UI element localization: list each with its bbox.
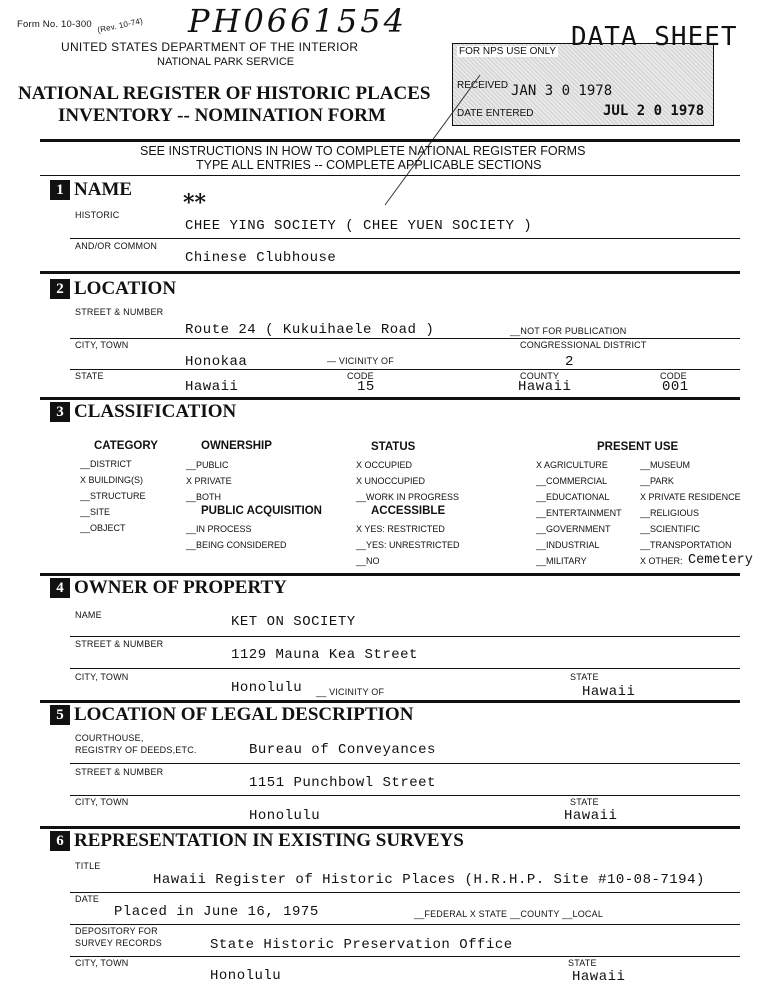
section-1-title: NAME — [74, 179, 133, 200]
owner-name-label: NAME — [75, 610, 102, 620]
status-work-in-progress: __WORK IN PROGRESS — [356, 492, 460, 502]
section-1-number: 1 — [50, 180, 70, 200]
county-code-label: CODE — [660, 371, 687, 381]
instructions-rule — [40, 175, 740, 176]
owner-name-rule — [70, 636, 740, 637]
state-code-value: 15 — [357, 379, 375, 395]
section-4-title: OWNER OF PROPERTY — [74, 577, 287, 598]
legal-city-label: CITY, TOWN — [75, 797, 129, 807]
ownership-private: X PRIVATE — [186, 476, 232, 486]
acquisition-in-process: __IN PROCESS — [186, 524, 252, 534]
survey-title-rule — [70, 892, 740, 893]
courthouse-rule — [70, 763, 740, 764]
section-1-rule — [40, 271, 740, 274]
instructions-line1: SEE INSTRUCTIONS IN HOW TO COMPLETE NATIONAL REGISTER FORMS — [140, 144, 586, 158]
section-4-rule — [40, 700, 740, 703]
city-value: Honokaa — [185, 354, 248, 370]
historic-name-value: CHEE YING SOCIETY ( CHEE YUEN SOCIETY ) — [185, 218, 533, 234]
form-title-line2: INVENTORY -- NOMINATION FORM — [58, 105, 386, 126]
survey-state-label: STATE — [568, 958, 597, 968]
owner-vicinity-of: __ VICINITY OF — [316, 687, 385, 697]
ownership-public: __PUBLIC — [186, 460, 229, 470]
county-code-value: 001 — [662, 379, 689, 395]
accessible-yes-restricted: X YES: RESTRICTED — [356, 524, 445, 534]
vicinity-of: — VICINITY OF — [327, 356, 394, 366]
section-5-title: LOCATION OF LEGAL DESCRIPTION — [74, 704, 414, 725]
depository-value: State Historic Preservation Office — [210, 937, 513, 953]
survey-city-value: Honolulu — [210, 968, 282, 984]
use-park: __PARK — [640, 476, 674, 486]
accessible-no: __NO — [356, 556, 380, 566]
nps-use-label: FOR NPS USE ONLY — [459, 46, 557, 57]
service-name: NATIONAL PARK SERVICE — [157, 56, 295, 68]
section-3-number: 3 — [50, 402, 70, 422]
registry-label: REGISTRY OF DEEDS,ETC. — [75, 745, 197, 755]
section-6-title: REPRESENTATION IN EXISTING SURVEYS — [74, 830, 464, 851]
street-label: STREET & NUMBER — [75, 307, 164, 317]
city-label: CITY, TOWN — [75, 340, 129, 350]
survey-date-rule — [70, 924, 740, 925]
category-district: __DISTRICT — [80, 459, 132, 469]
legal-street-label: STREET & NUMBER — [75, 767, 164, 777]
instructions-line2: TYPE ALL ENTRIES -- COMPLETE APPLICABLE SECTIONS — [196, 158, 542, 172]
accessible-yes-unrestricted: __YES: UNRESTRICTED — [356, 540, 460, 550]
header-rule — [40, 139, 740, 142]
status-heading: STATUS — [371, 441, 416, 453]
form-title-line1: NATIONAL REGISTER OF HISTORIC PLACES — [18, 83, 431, 104]
category-structure: __STRUCTURE — [80, 491, 146, 501]
use-commercial: __COMMERCIAL — [536, 476, 608, 486]
use-private-residence: X PRIVATE RESIDENCE — [640, 492, 741, 502]
survey-title-value: Hawaii Register of Historic Places (H.R.H.P. Site #10-08-7194) — [153, 872, 705, 888]
depository-rule — [70, 956, 740, 957]
legal-state-label: STATE — [570, 797, 599, 807]
ownership-heading: OWNERSHIP — [201, 440, 272, 452]
use-educational: __EDUCATIONAL — [536, 492, 610, 502]
common-name-label: AND/OR COMMON — [75, 241, 158, 251]
historic-label: HISTORIC — [75, 210, 120, 220]
handwritten-reference: PH0661554 — [188, 2, 407, 40]
section-2-rule — [40, 397, 740, 400]
code-label: CODE — [347, 371, 374, 381]
owner-street-rule — [70, 668, 740, 669]
survey-title-label: TITLE — [75, 861, 101, 871]
legal-city-value: Honolulu — [249, 808, 321, 824]
common-name-value: Chinese Clubhouse — [185, 250, 337, 266]
use-other-value: Cemetery — [688, 553, 753, 568]
acquisition-being-considered: __BEING CONSIDERED — [186, 540, 287, 550]
section-6-number: 6 — [50, 831, 70, 851]
data-sheet-stamp: DATA SHEET — [571, 22, 738, 52]
historic-rule — [70, 238, 740, 239]
street-rule — [70, 338, 740, 339]
category-heading: CATEGORY — [94, 440, 158, 452]
congressional-district-label: CONGRESSIONAL DISTRICT — [520, 340, 647, 350]
form-revision: (Rev. 10-74) — [96, 16, 144, 35]
ownership-both: __BOTH — [186, 492, 222, 502]
county-value: Hawaii — [518, 379, 572, 395]
courthouse-value: Bureau of Conveyances — [249, 742, 436, 758]
received-date-stamp: JAN 3 0 1978 — [511, 83, 613, 99]
section-4-number: 4 — [50, 578, 70, 598]
department-name: UNITED STATES DEPARTMENT OF THE INTERIOR — [61, 40, 359, 54]
use-scientific: __SCIENTIFIC — [640, 524, 701, 534]
section-3-title: CLASSIFICATION — [74, 401, 237, 422]
present-use-heading: PRESENT USE — [597, 441, 679, 453]
received-label: RECEIVED — [457, 80, 509, 91]
legal-street-rule — [70, 795, 740, 796]
state-value: Hawaii — [185, 379, 239, 395]
status-unoccupied: X UNOCCUPIED — [356, 476, 426, 486]
accessible-heading: ACCESSIBLE — [371, 505, 446, 517]
owner-city-label: CITY, TOWN — [75, 672, 129, 682]
section-2-title: LOCATION — [74, 278, 177, 299]
handwritten-asterisks: ** — [183, 190, 207, 216]
use-other: X OTHER: — [640, 556, 683, 566]
survey-date-label: DATE — [75, 894, 100, 904]
owner-name-value: KET ON SOCIETY — [231, 614, 356, 630]
section-5-rule — [40, 826, 740, 829]
date-entered-stamp: JUL 2 0 1978 — [603, 103, 705, 119]
category-object: __OBJECT — [80, 523, 126, 533]
use-government: __GOVERNMENT — [536, 524, 611, 534]
depository-label-line1: DEPOSITORY FOR — [75, 926, 158, 936]
not-for-publication: __NOT FOR PUBLICATION — [510, 326, 627, 336]
section-3-rule — [40, 573, 740, 576]
section-2-number: 2 — [50, 279, 70, 299]
owner-street-value: 1129 Mauna Kea Street — [231, 647, 418, 663]
use-military: __MILITARY — [536, 556, 587, 566]
use-religious: __RELIGIOUS — [640, 508, 700, 518]
legal-state-value: Hawaii — [564, 808, 618, 824]
survey-state-value: Hawaii — [572, 969, 626, 985]
owner-street-label: STREET & NUMBER — [75, 639, 164, 649]
use-museum: __MUSEUM — [640, 460, 691, 470]
survey-date-value: Placed in June 16, 1975 — [114, 904, 319, 920]
legal-street-value: 1151 Punchbowl Street — [249, 775, 436, 791]
street-value: Route 24 ( Kukuihaele Road ) — [185, 322, 435, 338]
owner-state-label: STATE — [570, 672, 599, 682]
survey-city-label: CITY, TOWN — [75, 958, 129, 968]
public-acquisition-heading: PUBLIC ACQUISITION — [201, 505, 322, 517]
owner-state-value: Hawaii — [582, 684, 636, 700]
use-entertainment: __ENTERTAINMENT — [536, 508, 622, 518]
owner-city-value: Honolulu — [231, 680, 303, 696]
nps-use-box — [452, 22, 738, 126]
city-rule — [70, 369, 740, 370]
category-buildings: X BUILDING(S) — [80, 475, 144, 485]
status-occupied: X OCCUPIED — [356, 460, 413, 470]
use-transportation: __TRANSPORTATION — [640, 540, 732, 550]
depository-label-line2: SURVEY RECORDS — [75, 938, 162, 948]
county-label: COUNTY — [520, 371, 560, 381]
courthouse-label: COURTHOUSE, — [75, 733, 144, 743]
congressional-district-value: 2 — [565, 354, 574, 370]
date-entered-label: DATE ENTERED — [457, 108, 534, 119]
state-label: STATE — [75, 371, 104, 381]
survey-level: __FEDERAL X STATE __COUNTY __LOCAL — [414, 909, 604, 919]
category-site: __SITE — [80, 507, 111, 517]
section-5-number: 5 — [50, 705, 70, 725]
use-agriculture: X AGRICULTURE — [536, 460, 608, 470]
use-industrial: __INDUSTRIAL — [536, 540, 600, 550]
form-number: Form No. 10-300 — [17, 19, 92, 30]
